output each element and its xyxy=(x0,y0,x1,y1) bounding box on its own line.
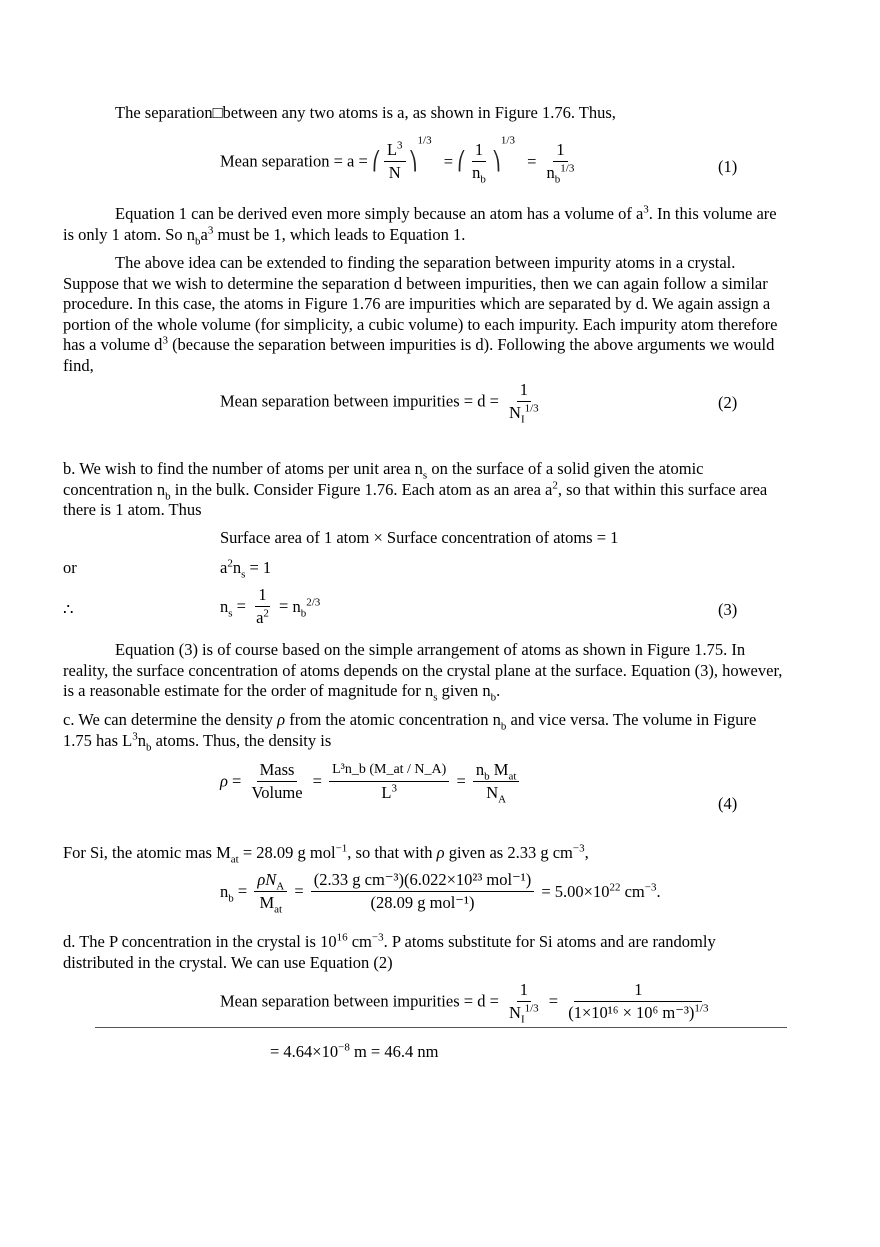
or-label: or xyxy=(63,558,77,577)
equation-4: ρ = $\frac{\text{Mass}}{\text{Volume}}$ = $\frac{\text{L³n\_b (M\_at / N\_A)}}{L^3}$ = $\frac{n_b M_{at}}{N_A}$ xyxy=(220,760,522,803)
eq6-fraction-2: $\frac{1}{(1\times 10^{16} \times 10^6 m^{-3})^{1/3}}$ xyxy=(568,980,709,1022)
therefore-symbol: ∴ xyxy=(63,600,74,619)
paragraph-eq3-notes: Equation (3) is of course based on the simple arrangement of atoms as shown in Figure 1.75. In reality, the surface concentration of atoms depends on the crystal plane at the surface. Equation (3), however, is a reasonable estimate for the order of magnitude for $n_s$ given $n_b$. xyxy=(63,640,783,704)
eq1-term1: $\frac{L^3}{N}$ xyxy=(384,140,406,183)
paragraph-part-c: c. We can determine the density ρ from the atomic concentration $n_b$ and vice versa. The volume in Figure 1.75 has $L^3n_b$ atoms. Thus, the density is xyxy=(63,710,757,753)
paragraph-eq1-derivation: Equation 1 can be derived even more simply because an atom has a volume of $a^3$. In this volume are is only 1 atom. So $n_ba^3$ must be 1, which leads to Equation 1. xyxy=(63,203,777,247)
equation-2: Mean separation between impurities = d = $\frac{1}{N_I^{1/3}}$ xyxy=(220,380,545,423)
eq1-term2: $\frac{1}{n_b}$ xyxy=(472,140,486,186)
equation-5: $n_b$ = $\frac{\rho N_A}{M_{at}}$ = $\frac{\text{(2.33 g cm⁻³)(6.022×10²³ mol⁻¹)}}{\text{(28.09 g mol⁻¹)}}$ = $5.00\times 10^{22}$ $cm^{-3}$. xyxy=(220,870,661,916)
surface-area-line: Surface area of 1 atom × Surface concentration of atoms = 1 xyxy=(220,528,619,547)
paragraph-intro-text: The separation□between any two atoms is a, as shown in Figure 1.76. Thus, xyxy=(115,103,616,122)
eq3-fraction: $\frac{1}{a^2}$ xyxy=(256,585,269,627)
eq1-equals: = a = xyxy=(333,151,368,171)
eq4-compound-fraction: $\frac{\text{L³n\_b (M\_at / N\_A)}}{L^3}$ xyxy=(329,760,449,803)
paragraph-impurities: The above idea can be extended to finding the separation between impurity atoms in a crystal. Suppose that we wish to determine the separation d between impurities, then we can again follow a similar procedure. In this case, the atoms in Figure 1.76 are impurities which are separated by d. We again assign a portion of the whole volume (for simplicity, a cubic volume) to each impurity. Each impurity atom therefore has a volume $d^3$ (because the separation between impurities is d). Following the above arguments we would find, xyxy=(63,253,778,375)
divider-line xyxy=(95,1027,787,1028)
eq2-fraction: $\frac{1}{N_I^{1/3}}$ xyxy=(509,380,539,426)
equation-3: $n_s$ = $\frac{1}{a^2}$ = $n_b^{2/3}$ xyxy=(220,585,321,627)
eq1-lhs: Mean separation xyxy=(220,151,330,171)
eq4-number: (4) xyxy=(718,794,738,813)
paragraph-part-d: d. The P concentration in the crystal is $10^{16}$ $cm^{-3}$. P atoms substitute for Si atoms and are randomly distributed in the crystal. We can use Equation (2) xyxy=(63,931,716,972)
final-result-line: = $4.64\times 10^{-8}$ m = 46.4 nm xyxy=(270,1041,439,1061)
eq3-number: (3) xyxy=(718,600,738,619)
eq5-fraction-1: $\frac{\rho N_A}{M_{at}}$ xyxy=(254,870,287,913)
si-line: For Si, the atomic mas $M_{at} = 28.09$ g mol$^{-1}$, so that with ρ given as 2.33 g $cm^{-3}$, xyxy=(63,842,589,866)
eq4-mass-volume: $\frac{\text{Mass}}{\text{Volume}}$ xyxy=(251,760,303,802)
eq6-fraction-1: $\frac{1}{N_I^{1/3}}$ xyxy=(509,980,539,1026)
a2ns-equation: $a^2n_s = 1$ xyxy=(220,557,272,581)
eq4-result-fraction: $\frac{n_b M_{at}}{N_A}$ xyxy=(473,760,520,803)
eq2-number: (2) xyxy=(718,393,738,412)
equation-1: Mean separation = a = ⎛ $\frac{L^3}{N}$ ⎞$^{1/3}$ = ⎛ $\frac{1}{n_b}$ ⎞$^{1/3}$ = $\frac{1}{n_b^{1/3}}$ xyxy=(220,140,580,183)
paragraph-part-b: b. We wish to find the number of atoms per unit area $n_s$ on the surface of a solid given the atomic concentration $n_b$ in the bulk. Consider Figure 1.76. Each atom as an area $a^2$, so that within this surface area there is 1 atom. Thus xyxy=(63,459,768,519)
eq1-number: (1) xyxy=(718,157,738,176)
eq5-fraction-2: $\frac{\text{(2.33 g cm⁻³)(6.022×10²³ mol⁻¹)}}{\text{(28.09 g mol⁻¹)}}$ xyxy=(311,870,534,913)
equation-6: Mean separation between impurities = d = $\frac{1}{N_I^{1/3}}$ = $\frac{1}{(1\times 10^{16} \times 10^6 m^{-3})^{1/3}}$ xyxy=(220,980,714,1023)
paragraph-intro xyxy=(63,103,787,124)
eq1-term3: $\frac{1}{n_b^{1/3}}$ xyxy=(546,140,575,186)
